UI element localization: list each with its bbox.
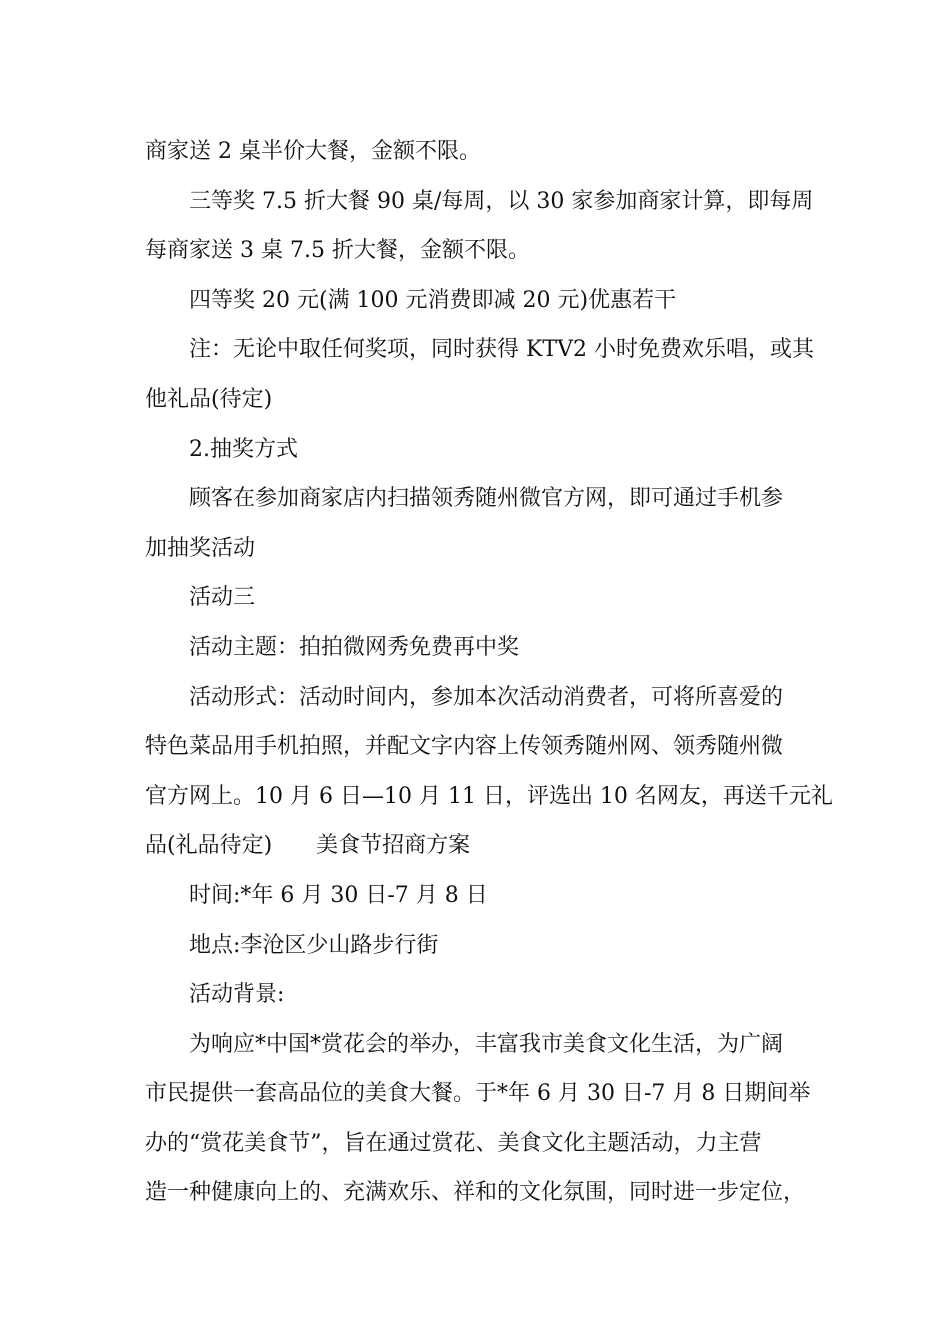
- text-line: 四等奖 20 元(满 100 元消费即减 20 元)优惠若干: [189, 287, 677, 313]
- text-line: 三等奖 7.5 折大餐 90 桌/每周，以 30 家参加商家计算，即每周: [189, 188, 814, 214]
- text-line: 他礼品(待定): [145, 386, 273, 412]
- text-line: 地点:李沧区少山路步行街: [189, 932, 439, 958]
- text-line: 每商家送 3 桌 7.5 折大餐，金额不限。: [145, 238, 530, 264]
- text-line: 活动主题：拍拍微网秀免费再中奖: [189, 634, 520, 660]
- text-line: 2.抽奖方式: [189, 436, 298, 462]
- text-line: 造一种健康向上的、充满欢乐、祥和的文化氛围，同时进一步定位，: [145, 1180, 806, 1206]
- text-line: 活动背景:: [189, 982, 285, 1008]
- text-line: 加抽奖活动: [145, 535, 256, 561]
- text-line: 为响应*中国*赏花会的举办，丰富我市美食文化生活，为广阔: [189, 1031, 784, 1057]
- text-line: 市民提供一套高品位的美食大餐。于*年 6 月 30 日-7 月 8 日期间举: [145, 1081, 811, 1107]
- document-body: [145, 127, 833, 1218]
- text-line: 活动形式：活动时间内，参加本次活动消费者，可将所喜爱的: [189, 684, 784, 710]
- text-line: 品(礼品待定) 美食节招商方案: [145, 833, 471, 859]
- text-line: 特色菜品用手机拍照，并配文字内容上传领秀随州网、领秀随州微: [145, 734, 784, 760]
- text-line: 注：无论中取任何奖项，同时获得 KTV2 小时免费欢乐唱，或其: [189, 337, 814, 363]
- text-line: 官方网上。10 月 6 日—10 月 11 日，评选出 10 名网友，再送千元礼: [145, 783, 833, 809]
- text-line: 办的“赏花美食节”，旨在通过赏花、美食文化主题活动，力主营: [145, 1130, 762, 1156]
- text-line: 顾客在参加商家店内扫描领秀随州微官方网，即可通过手机参: [189, 486, 784, 512]
- text-line: 商家送 2 桌半价大餐，金额不限。: [145, 139, 481, 164]
- text-line: 活动三: [189, 585, 256, 611]
- text-line: 时间:*年 6 月 30 日-7 月 8 日: [189, 882, 488, 908]
